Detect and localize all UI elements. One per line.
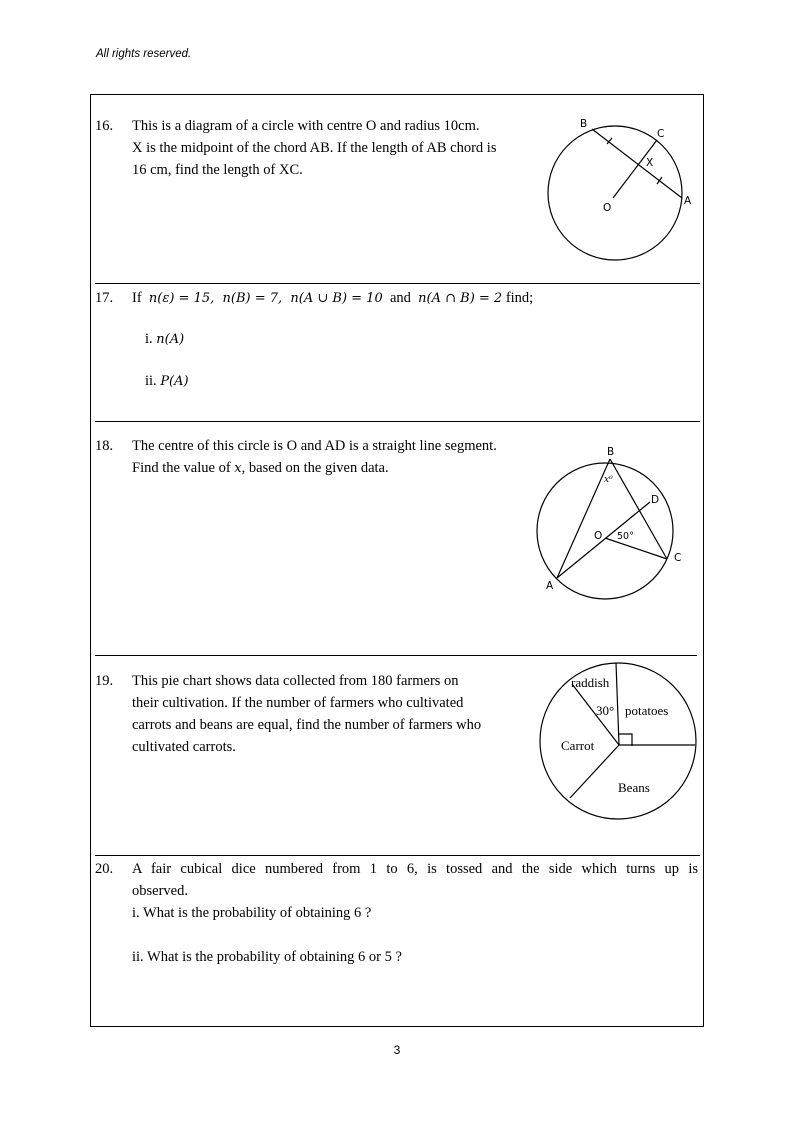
q17-expr: n(ε) = 15, n(B) = 7, n(A ∪ B) = 10 (148, 291, 383, 306)
q19-line: cultivated carrots. (132, 739, 236, 755)
label-o: O (594, 530, 603, 542)
right-angle-mark (619, 734, 632, 746)
q20-part-i: i. What is the probability of obtaining 6 ? (132, 905, 372, 921)
q18-circle-diagram (537, 446, 681, 599)
label-c: C (657, 128, 665, 140)
label-angle-30: 30° (596, 703, 615, 718)
label-c: C (674, 552, 682, 564)
q19-line: This pie chart shows data collected from 180 farmers on (132, 673, 459, 689)
label-carrot: Carrot (561, 738, 595, 753)
q18-line: The centre of this circle is O and AD is a straight line segment. (132, 438, 497, 454)
chord-ab (592, 129, 682, 198)
label-radish: raddish (571, 675, 610, 690)
label-angle-x: x⁰ (604, 475, 613, 485)
q17-i-expr: n(A) (156, 332, 185, 347)
q19-line: carrots and beans are equal, find the number of farmers who (132, 717, 482, 733)
q17-if: If (132, 290, 142, 306)
line-ad (557, 502, 650, 578)
label-x: X (646, 157, 654, 169)
q18-var: x (234, 461, 242, 476)
q18-post: , based on the given data. (241, 460, 389, 476)
q17-ii-prefix: ii. (145, 373, 157, 389)
q16-number: 16. (95, 118, 114, 134)
q16-line: 16 cm, find the length of XC. (132, 162, 303, 178)
q17-i-prefix: i. (145, 331, 153, 347)
tick-mark (657, 177, 662, 184)
q17-find: find; (505, 290, 534, 306)
q19-number: 19. (95, 673, 114, 689)
q20-part-ii: ii. What is the probability of obtaining 6 or 5 ? (132, 949, 402, 965)
label-o: O (603, 202, 612, 214)
q20-line: A fair cubical dice numbered from 1 to 6, is tossed and the side which turns up is (132, 861, 698, 877)
line-oc (605, 538, 667, 559)
line-oc (613, 140, 657, 198)
q17-ii-expr: P(A) (160, 374, 189, 389)
q17-number: 17. (95, 290, 114, 306)
page-number: 3 (393, 1043, 401, 1057)
q18-number: 18. (95, 438, 114, 454)
label-potatoes: potatoes (625, 703, 669, 718)
label-angle-50: 50° (617, 531, 634, 542)
q17-expr2: n(A ∩ B) = 2 (418, 291, 503, 306)
q16-circle-diagram (548, 118, 692, 260)
q19-line: their cultivation. If the number of farmers who cultivated (132, 695, 464, 711)
sector-line (616, 663, 619, 745)
label-a: A (546, 580, 554, 592)
line-bc (610, 459, 667, 559)
q16-line: X is the midpoint of the chord AB. If the length of AB chord is (132, 140, 497, 156)
header-rights: All rights reserved. (96, 48, 192, 60)
label-b: B (607, 446, 615, 458)
label-b: B (580, 118, 588, 130)
label-a: A (684, 195, 692, 207)
q18-pre: Find the value of (132, 460, 231, 476)
label-d: D (651, 494, 660, 506)
q17-and: and (389, 290, 411, 306)
label-beans: Beans (618, 780, 650, 795)
q20-number: 20. (95, 861, 114, 877)
line-ba (557, 459, 610, 578)
q20-line: observed. (132, 883, 188, 899)
q16-line: This is a diagram of a circle with centre O and radius 10cm. (132, 118, 480, 134)
q19-pie-chart (540, 663, 696, 819)
